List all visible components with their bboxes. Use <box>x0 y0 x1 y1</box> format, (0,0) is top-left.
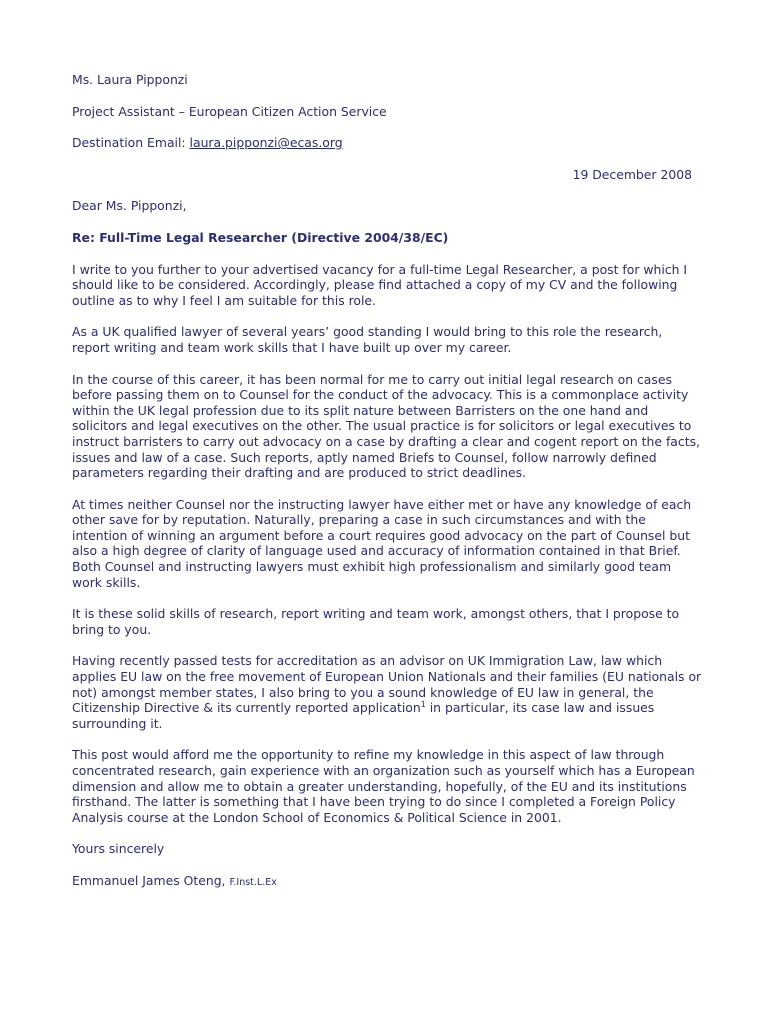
eu-law-text: Having recently passed tests for accreditation as an advisor on UK Immigration Law, law which applies EU law on the free movement of European Union Nationals and their families (EU nationals or not) amongst member states, I also bring to you a sound knowledge of EU law in general, the Citizenship Directive & its currently reported application <box>72 653 702 716</box>
cover-letter <box>72 72 702 907</box>
recipient-title: Project Assistant – European Citizen Action Service <box>72 103 387 119</box>
signature <box>72 873 702 891</box>
recipient-email-line <box>72 135 702 151</box>
signature-name: Emmanuel James Oteng, <box>72 872 230 888</box>
paragraph-eu-law <box>72 653 702 731</box>
paragraph-qualifications: As a UK qualified lawyer of several years’ good standing I would bring to this role the research, report writing and team work skills that I have built up over my career. <box>72 324 663 355</box>
signature-credentials: F.Inst.L.Ex <box>229 876 277 888</box>
eu-law-text-end: in particular, its case law and issues surrounding it. <box>72 700 655 731</box>
email-link[interactable]: laura.pipponzi@ecas.org <box>189 135 343 151</box>
paragraph-counsel: At times neither Counsel nor the instructing lawyer have either met or have any knowledge of each other save for by reputation. Naturally, preparing a case in such circumstances and with the intention of winning an argument before a court requires good advocacy on the part of Counsel but also a high degree of clarity of language used and accuracy of information contained in that Brief. Both Counsel and instructing lawyers must exhibit high professionalism and similarly good team work skills. <box>72 496 692 590</box>
letter-date: 19 December 2008 <box>572 166 692 182</box>
email-label: Destination Email: <box>72 135 190 151</box>
footnote-marker[interactable]: 1 <box>420 700 426 710</box>
subject-line: Re: Full-Time Legal Researcher (Directive 2004/38/EC) <box>72 229 449 245</box>
paragraph-career: In the course of this career, it has been normal for me to carry out initial legal research on cases before passing them on to Counsel for the conduct of the advocacy. This is a commonplace activity within the UK legal profession due to its split nature between Barristers on the one hand and solicitors and legal executives on the other. The usual practice is for solicitors or legal executives to instruct barristers to carry out advocacy on a case by drafting a clear and cogent report on the facts, issues and law of a case. Such reports, aptly named Briefs to Counsel, follow narrowly defined parameters regarding their drafting and are produced to strict deadlines. <box>72 371 700 481</box>
paragraph-intro: I write to you further to your advertised vacancy for a full-time Legal Researcher, a post for which I should like to be considered. Accordingly, please find attached a copy of my CV and the following outline as to why I feel I am suitable for this role. <box>72 261 688 308</box>
salutation: Dear Ms. Pipponzi, <box>72 198 187 214</box>
paragraph-opportunity: This post would afford me the opportunity to refine my knowledge in this aspect of law through concentrated research, gain experience with an organization such as yourself which has a European dimension and allow me to obtain a greater understanding, hopefully, of the EU and its institutions firsthand. The latter is something that I have been trying to do since I completed a Foreign Policy Analysis course at the London School of Economics & Political Science in 2001. <box>72 747 695 825</box>
paragraph-skills: It is these solid skills of research, report writing and team work, amongst others, that I propose to bring to you. <box>72 606 680 637</box>
recipient-name: Ms. Laura Pipponzi <box>72 72 188 87</box>
closing: Yours sincerely <box>72 841 165 857</box>
